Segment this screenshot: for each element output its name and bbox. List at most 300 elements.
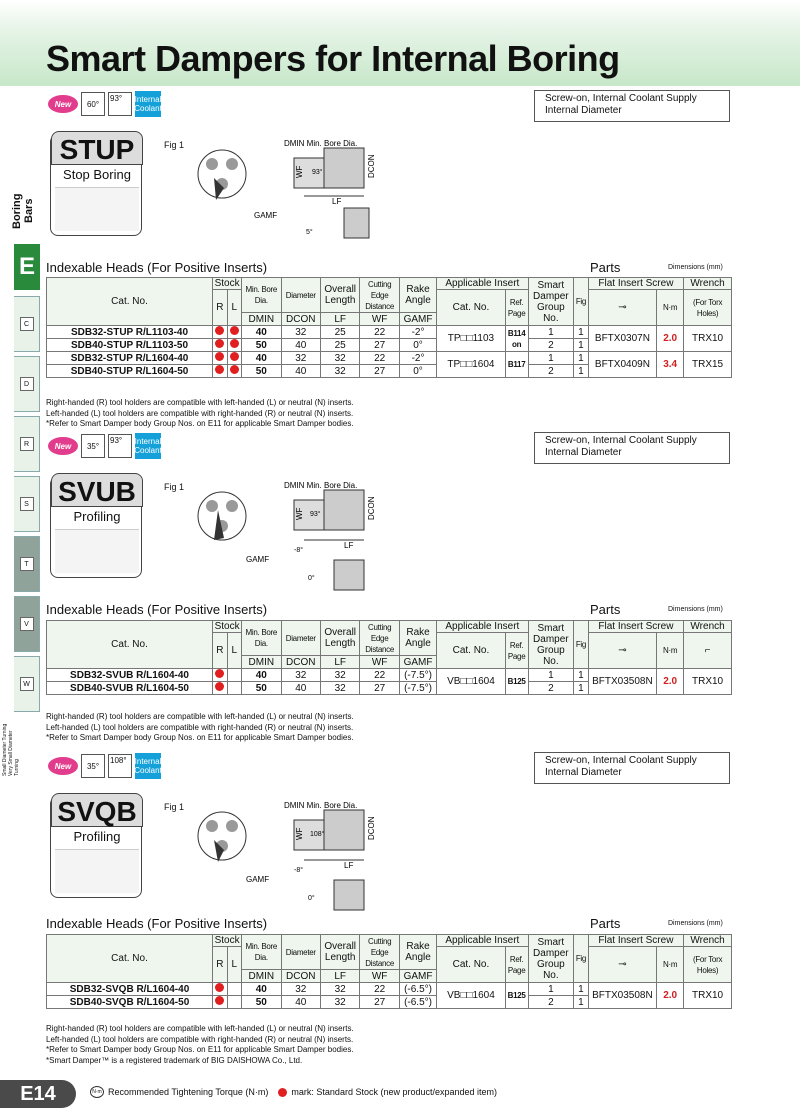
wrench: TRX10 [684, 669, 732, 695]
stock-r [213, 352, 228, 365]
h-insert-catno: Cat. No. [437, 947, 505, 983]
legend-dot: mark: Standard Stock (new product/expanded item) [291, 1087, 498, 1097]
dcon: 40 [281, 339, 320, 352]
lf: 32 [320, 352, 359, 365]
series-name: Profiling [73, 509, 121, 524]
h-wrench: Wrench [684, 621, 732, 633]
legend-torque: Recommended Tightening Torque (N·m) [108, 1087, 269, 1097]
h-refpage: Ref. Page [505, 290, 528, 326]
h-l: L [227, 947, 242, 983]
stock-l [227, 326, 242, 339]
h-nm: N·m [657, 290, 684, 326]
h-damper: Smart Damper Group No. [528, 278, 574, 326]
parts-label: Parts [590, 602, 621, 617]
wf: 27 [360, 339, 399, 352]
stock-dot [230, 326, 239, 335]
ref-page: B125 [505, 669, 528, 695]
dcon: 32 [281, 326, 320, 339]
section-stup [44, 90, 736, 440]
h-dia: Diameter [281, 621, 320, 656]
gamf: (-6.5°) [399, 996, 436, 1009]
lf-label: LF [332, 197, 342, 206]
side-tab-c[interactable] [14, 296, 40, 352]
h-wf: WF [360, 656, 399, 669]
wf: 27 [360, 365, 399, 378]
h-appinsert: Applicable Insert [437, 621, 528, 633]
group: 1 [528, 326, 574, 339]
h-dia: Diameter [281, 935, 320, 970]
catno: SDB40-SVQB R/L1604-50 [47, 996, 213, 1009]
h-stock: Stock [213, 935, 242, 947]
angle-label: -8° [294, 547, 304, 554]
coolant-badge: Internal Coolant [135, 433, 161, 459]
parts-label: Parts [590, 916, 621, 931]
dcon: 40 [281, 996, 320, 1009]
side-tab-r[interactable] [14, 416, 40, 472]
h-torx: (For Torx Holes) [684, 290, 732, 326]
wf-label: WF [295, 827, 304, 840]
h-gamf: GAMF [399, 970, 436, 983]
section-svqb [44, 752, 736, 1082]
info-line: Internal Diameter [545, 105, 622, 116]
series-logo [50, 796, 142, 898]
gamf-label: GAMF [246, 555, 270, 564]
info-box [534, 752, 730, 784]
note: Right-handed (R) tool holders are compatible with left-handed (L) or neutral (N) inserts. [46, 398, 354, 407]
badge-row [48, 90, 161, 118]
side-tab-label: T [20, 557, 34, 571]
dmin: 50 [242, 339, 281, 352]
dims-unit: Dimensions (mm) [668, 606, 723, 613]
h-nm: N·m [657, 633, 684, 669]
insert: TP□□1103 [437, 326, 505, 352]
note: Left-handed (L) tool holders are compatible with right-handed (R) or neutral (N) inserts. [46, 1034, 354, 1044]
notes [46, 398, 354, 430]
stock-l [227, 682, 242, 695]
dcon-label: DCON [367, 816, 376, 840]
stock-l [227, 352, 242, 365]
h-stock: Stock [213, 278, 242, 290]
h-dcon: DCON [281, 656, 320, 669]
angle-label: -8° [294, 867, 304, 874]
h-r: R [213, 633, 228, 669]
screw: BFTX0409N [588, 352, 656, 378]
ref-page: B125 [505, 983, 528, 1009]
table-row [47, 983, 732, 996]
angle-label: 93° [310, 511, 321, 518]
stock-r [213, 326, 228, 339]
angle-label: 5° [306, 229, 313, 236]
series-logo [50, 476, 142, 578]
side-tab-active[interactable]: E [14, 244, 40, 290]
h-refpage: Ref. Page [505, 947, 528, 983]
wf: 27 [360, 996, 399, 1009]
approach-angle-icon: 93° [108, 92, 132, 116]
h-appinsert: Applicable Insert [437, 278, 528, 290]
approach-angle-icon: 108° [108, 754, 132, 778]
series-logo [50, 134, 142, 236]
stock-dot [215, 669, 224, 678]
info-line: Internal Diameter [545, 447, 622, 458]
catno: SDB40-SVUB R/L1604-50 [47, 682, 213, 695]
dmin: 50 [242, 996, 281, 1009]
side-label: Boring Bars [11, 193, 35, 229]
h-l: L [227, 290, 242, 326]
h-r: R [213, 290, 228, 326]
gamf: -2° [399, 326, 436, 339]
tool-diagram [184, 800, 384, 920]
h-fig: Fig [574, 278, 589, 326]
side-tab-label: D [20, 377, 34, 391]
dims-unit: Dimensions (mm) [668, 920, 723, 927]
stock-dot [215, 682, 224, 691]
torque: 2.0 [657, 669, 684, 695]
catno: SDB32-STUP R/L1604-40 [47, 352, 213, 365]
section-svub [44, 432, 736, 752]
h-dcon: DCON [281, 970, 320, 983]
angle-label: 93° [312, 169, 323, 176]
tool-diagram [184, 480, 384, 600]
h-gamf: GAMF [399, 313, 436, 326]
wf-label: WF [295, 165, 304, 178]
screw-icon: ⊸ [588, 290, 656, 326]
info-box [534, 90, 730, 122]
lf: 32 [320, 669, 359, 682]
catno: SDB40-STUP R/L1604-50 [47, 365, 213, 378]
dcon: 32 [281, 669, 320, 682]
wf: 22 [360, 352, 399, 365]
table-row [47, 669, 732, 682]
h-nm: N·m [657, 947, 684, 983]
angle-label: 108° [310, 831, 325, 838]
series-name: Profiling [73, 829, 121, 844]
h-stock: Stock [213, 621, 242, 633]
h-overall: Overall Length [320, 278, 359, 313]
h-lf: LF [320, 970, 359, 983]
h-rake: Rake Angle [399, 935, 436, 970]
profiling-illustration [55, 849, 139, 893]
note: Left-handed (L) tool holders are compatible with right-handed (R) or neutral (N) inserts. [46, 722, 354, 732]
gamf: (-7.5°) [399, 669, 436, 682]
ref-page: B117 [505, 352, 528, 378]
stock-l [227, 669, 242, 682]
series-code: STUP [51, 131, 143, 165]
h-minbore: Min. Bore Dia. [242, 621, 281, 656]
h-r: R [213, 947, 228, 983]
fig-label: Fig 1 [164, 482, 185, 492]
h-cutting: Cutting Edge Distance [360, 278, 399, 313]
lf-label: LF [344, 861, 354, 870]
gamf: (-6.5°) [399, 983, 436, 996]
fig: 1 [574, 326, 589, 339]
info-line: Internal Diameter [545, 767, 622, 778]
group: 2 [528, 996, 574, 1009]
note: *Refer to Smart Damper body Group Nos. on E11 for applicable Smart Damper bodies. [46, 1045, 354, 1054]
screw: BFTX0307N [588, 326, 656, 352]
page-number: E14 [0, 1080, 76, 1108]
wrench: TRX15 [684, 352, 732, 378]
h-fig: Fig [574, 621, 589, 669]
h-dmin: DMIN [242, 313, 281, 326]
h-lf: LF [320, 313, 359, 326]
dmin: 50 [242, 365, 281, 378]
side-tab-v[interactable] [14, 596, 40, 652]
note: Right-handed (R) tool holders are compatible with left-handed (L) or neutral (N) inserts. [46, 1024, 354, 1033]
new-badge: New [48, 437, 78, 455]
h-screw: Flat Insert Screw [588, 621, 683, 633]
side-tab-w[interactable] [14, 656, 40, 712]
angle-label: 0° [308, 575, 315, 582]
lf: 32 [320, 983, 359, 996]
stock-l [227, 983, 242, 996]
side-tab-label: R [20, 437, 34, 451]
parts-label: Parts [590, 260, 621, 275]
h-gamf: GAMF [399, 656, 436, 669]
insert: TP□□1604 [437, 352, 505, 378]
wrench: TRX10 [684, 326, 732, 352]
side-small-label: Small Diameter Turning Very Small Diameter Turning [2, 723, 20, 776]
h-dmin: DMIN [242, 656, 281, 669]
side-tab-s[interactable] [14, 476, 40, 532]
stock-dot-icon [278, 1088, 287, 1097]
h-wrench: Wrench [684, 935, 732, 947]
gamf: 0° [399, 365, 436, 378]
catno: SDB32-SVQB R/L1604-40 [47, 983, 213, 996]
side-tab-label: C [20, 317, 34, 331]
insert-diamond-icon: 35° [81, 754, 105, 778]
h-minbore: Min. Bore Dia. [242, 935, 281, 970]
stock-r [213, 682, 228, 695]
coolant-badge: Internal Coolant [135, 753, 161, 779]
insert-triangle-icon: 60° [81, 92, 105, 116]
h-catno: Cat. No. [47, 621, 213, 669]
info-line: Screw-on, Internal Coolant Supply [545, 435, 697, 446]
wf: 27 [360, 682, 399, 695]
h-overall: Overall Length [320, 935, 359, 970]
wf: 22 [360, 983, 399, 996]
stock-r [213, 983, 228, 996]
fig: 1 [574, 682, 589, 695]
dmin: 40 [242, 669, 281, 682]
insert-diamond-icon: 35° [81, 434, 105, 458]
h-overall: Overall Length [320, 621, 359, 656]
h-l: L [227, 633, 242, 669]
info-line: Screw-on, Internal Coolant Supply [545, 93, 697, 104]
table-row [47, 326, 732, 339]
wf: 22 [360, 669, 399, 682]
screw: BFTX03508N [588, 983, 656, 1009]
h-catno: Cat. No. [47, 278, 213, 326]
dmin-label: DMIN Min. Bore Dia. [284, 139, 358, 148]
h-dia: Diameter [281, 278, 320, 313]
group: 2 [528, 365, 574, 378]
heads-title: Indexable Heads (For Positive Inserts) [46, 260, 268, 275]
stock-dot [215, 365, 224, 374]
dmin-label: DMIN Min. Bore Dia. [284, 801, 358, 810]
dmin: 40 [242, 983, 281, 996]
h-dcon: DCON [281, 313, 320, 326]
stock-l [227, 996, 242, 1009]
dmin: 40 [242, 326, 281, 339]
h-damper: Smart Damper Group No. [528, 621, 574, 669]
h-wrench: Wrench [684, 278, 732, 290]
stock-l [227, 365, 242, 378]
h-wf: WF [360, 970, 399, 983]
info-box [534, 432, 730, 464]
torque: 2.0 [657, 983, 684, 1009]
dcon: 32 [281, 983, 320, 996]
h-screw: Flat Insert Screw [588, 935, 683, 947]
screw: BFTX03508N [588, 669, 656, 695]
dmin: 50 [242, 682, 281, 695]
side-tab-t[interactable] [14, 536, 40, 592]
info-line: Screw-on, Internal Coolant Supply [545, 755, 697, 766]
page-title: Smart Dampers for Internal Boring [46, 38, 620, 79]
group: 1 [528, 669, 574, 682]
dmin-label: DMIN Min. Bore Dia. [284, 481, 358, 490]
stock-r [213, 365, 228, 378]
dcon-label: DCON [367, 154, 376, 178]
wrench-icon: ⌐ [684, 633, 732, 669]
note: *Refer to Smart Damper body Group Nos. on E11 for applicable Smart Damper bodies. [46, 419, 354, 428]
h-wf: WF [360, 313, 399, 326]
product-table [46, 620, 732, 695]
h-minbore: Min. Bore Dia. [242, 278, 281, 313]
side-tab-label: V [20, 617, 34, 631]
wf: 22 [360, 326, 399, 339]
tool-diagram [184, 138, 384, 258]
h-damper: Smart Damper Group No. [528, 935, 574, 983]
side-tab-d[interactable] [14, 356, 40, 412]
table-row [47, 352, 732, 365]
h-insert-catno: Cat. No. [437, 290, 505, 326]
insert: VB□□1604 [437, 669, 505, 695]
gamf-label: GAMF [254, 211, 278, 220]
fig: 1 [574, 983, 589, 996]
dcon: 40 [281, 682, 320, 695]
gamf: 0° [399, 339, 436, 352]
coolant-badge: Internal Coolant [135, 91, 161, 117]
fig: 1 [574, 365, 589, 378]
ref-page: B114 on [505, 326, 528, 352]
h-fig: Fig [574, 935, 589, 983]
group: 2 [528, 682, 574, 695]
dmin: 40 [242, 352, 281, 365]
h-insert-catno: Cat. No. [437, 633, 505, 669]
stock-dot [230, 339, 239, 348]
badge-row [48, 752, 161, 780]
lf: 25 [320, 326, 359, 339]
gamf: -2° [399, 352, 436, 365]
torque: 3.4 [657, 352, 684, 378]
new-badge: New [48, 95, 78, 113]
side-tab-label: W [20, 677, 34, 691]
wrench: TRX10 [684, 983, 732, 1009]
stock-dot [215, 983, 224, 992]
heads-title: Indexable Heads (For Positive Inserts) [46, 602, 268, 617]
lf: 32 [320, 365, 359, 378]
notes [46, 1024, 354, 1066]
product-table [46, 934, 732, 1009]
h-cutting: Cutting Edge Distance [360, 621, 399, 656]
product-table [46, 277, 732, 378]
group: 2 [528, 339, 574, 352]
stock-r [213, 669, 228, 682]
fig: 1 [574, 996, 589, 1009]
gamf-label: GAMF [246, 875, 270, 884]
profiling-illustration [55, 529, 139, 573]
h-screw: Flat Insert Screw [588, 278, 683, 290]
note: Left-handed (L) tool holders are compatible with right-handed (R) or neutral (N) inserts. [46, 408, 354, 418]
catno: SDB40-STUP R/L1103-50 [47, 339, 213, 352]
screw-icon: ⊸ [588, 633, 656, 669]
stock-dot [215, 326, 224, 335]
h-rake: Rake Angle [399, 621, 436, 656]
badge-row [48, 432, 161, 460]
new-badge: New [48, 757, 78, 775]
note: *Smart Damper™ is a registered trademark of BIG DAISHOWA Co., Ltd. [46, 1055, 303, 1065]
stock-l [227, 339, 242, 352]
dcon: 32 [281, 352, 320, 365]
lf: 25 [320, 339, 359, 352]
series-code: SVQB [51, 793, 143, 827]
heads-title: Indexable Heads (For Positive Inserts) [46, 916, 268, 931]
group: 1 [528, 983, 574, 996]
stock-dot [215, 352, 224, 361]
fig: 1 [574, 352, 589, 365]
fig: 1 [574, 669, 589, 682]
h-rake: Rake Angle [399, 278, 436, 313]
fig: 1 [574, 339, 589, 352]
lf: 32 [320, 682, 359, 695]
boring-illustration [55, 187, 139, 231]
legend [90, 1086, 497, 1098]
insert: VB□□1604 [437, 983, 505, 1009]
wf-label: WF [295, 507, 304, 520]
series-code: SVUB [51, 473, 143, 507]
h-dmin: DMIN [242, 970, 281, 983]
stock-dot [215, 339, 224, 348]
stock-r [213, 339, 228, 352]
torque: 2.0 [657, 326, 684, 352]
h-cutting: Cutting Edge Distance [360, 935, 399, 970]
torque-icon: N·m [90, 1086, 104, 1098]
gamf: (-7.5°) [399, 682, 436, 695]
stock-dot [230, 365, 239, 374]
angle-label: 0° [308, 895, 315, 902]
fig-label: Fig 1 [164, 802, 185, 812]
stock-r [213, 996, 228, 1009]
fig-label: Fig 1 [164, 140, 185, 150]
stock-dot [230, 352, 239, 361]
dcon: 40 [281, 365, 320, 378]
lf-label: LF [344, 541, 354, 550]
screw-icon: ⊸ [588, 947, 656, 983]
lf: 32 [320, 996, 359, 1009]
dims-unit: Dimensions (mm) [668, 264, 723, 271]
h-torx: (For Torx Holes) [684, 947, 732, 983]
h-refpage: Ref. Page [505, 633, 528, 669]
side-tab-label: S [20, 497, 34, 511]
h-lf: LF [320, 656, 359, 669]
group: 1 [528, 352, 574, 365]
approach-angle-icon: 93° [108, 434, 132, 458]
catno: SDB32-SVUB R/L1604-40 [47, 669, 213, 682]
h-catno: Cat. No. [47, 935, 213, 983]
dcon-label: DCON [367, 496, 376, 520]
stock-dot [215, 996, 224, 1005]
h-appinsert: Applicable Insert [437, 935, 528, 947]
